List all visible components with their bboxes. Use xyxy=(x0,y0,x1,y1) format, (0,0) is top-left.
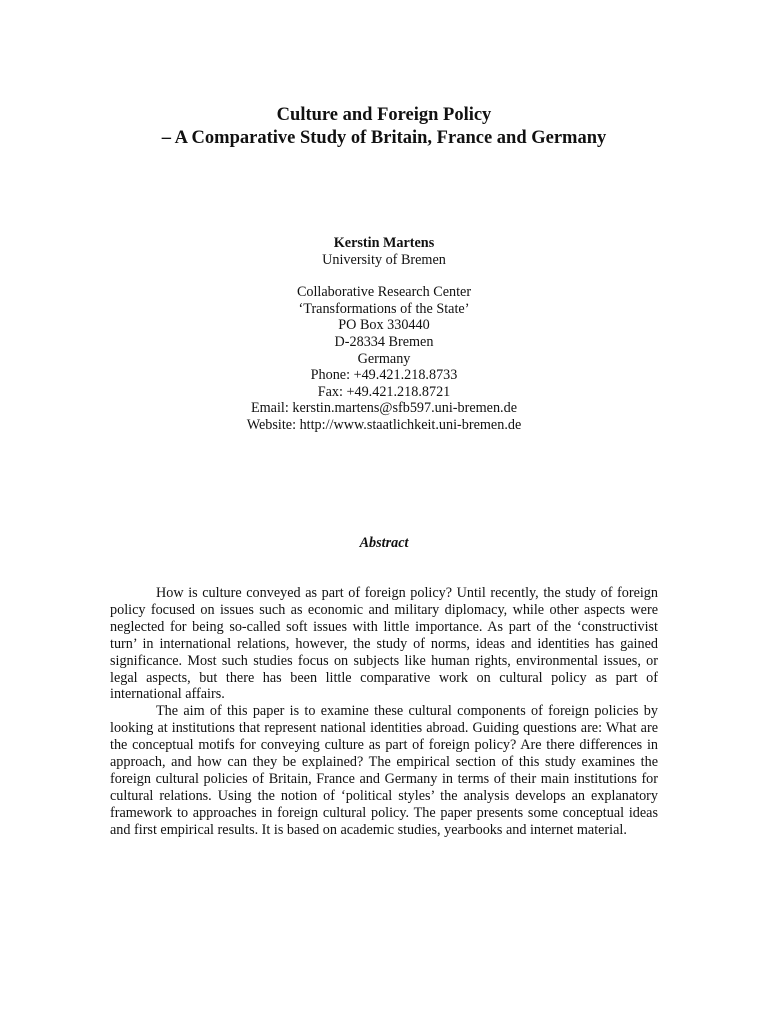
author-affiliation: University of Bremen xyxy=(322,251,446,268)
project-name: ‘Transformations of the State’ xyxy=(298,300,470,317)
author-name: Kerstin Martens xyxy=(333,235,435,251)
spacer xyxy=(0,268,768,284)
title-line-2: – A Comparative Study of Britain, France and Germany xyxy=(161,128,607,148)
postal-city: D-28334 Bremen xyxy=(334,333,434,350)
paper-title xyxy=(0,104,768,150)
abstract-heading: Abstract xyxy=(359,535,409,551)
title-line-1: Culture and Foreign Policy xyxy=(276,105,492,125)
abstract-body xyxy=(110,585,658,839)
abstract-paragraph-1: How is culture conveyed as part of foreign policy? Until recently, the study of foreign policy focused on issues such as economic and military diplomacy, while other aspects were neglected for being so-called soft issues with little importance. As part of the ‘constructivist turn’ in international relations, however, the study of norms, ideas and identities has gained significance. Most such studies focus on subjects like human rights, environmental issues, or legal aspects, but there has been little comparative work on cultural policy as part of international affairs. xyxy=(110,585,658,703)
po-box: PO Box 330440 xyxy=(338,317,430,334)
abstract-paragraph-2: The aim of this paper is to examine these cultural components of foreign policies by looking at institutions that represent national identities abroad. Guiding questions are: What are the conceptual motifs for conveying culture as part of foreign policy? Are there differences in approach, and how can they be explained? The empirical section of this study examines the foreign cultural policies of Britain, France and Germany in terms of their main institutions for cultural relations. Using the notion of ‘political styles’ the analysis develops an explanatory framework to approaches in foreign cultural policy. The paper presents some conceptual ideas and first empirical results. It is based on academic studies, yearbooks and internet material. xyxy=(110,703,658,838)
website-address: Website: http://www.staatlichkeit.uni-bremen.de xyxy=(246,416,522,433)
research-center: Collaborative Research Center xyxy=(296,284,472,301)
email-address: Email: kerstin.martens@sfb597.uni-bremen.de xyxy=(250,400,517,417)
country: Germany xyxy=(357,350,411,367)
author-block xyxy=(0,235,768,434)
fax-number: Fax: +49.421.218.8721 xyxy=(317,383,451,400)
phone-number: Phone: +49.421.218.8733 xyxy=(310,367,458,384)
